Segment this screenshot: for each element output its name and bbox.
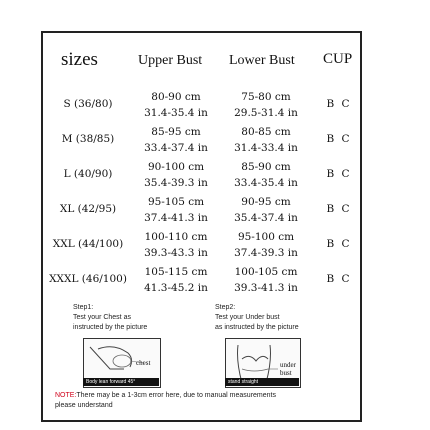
table-row xyxy=(43,89,360,123)
table-row xyxy=(43,124,360,158)
lower-bust-cm: 80-85 cm xyxy=(241,126,291,138)
upper-bust-cell xyxy=(131,194,221,226)
lower-bust-cm: 85-90 cm xyxy=(241,161,291,173)
cup-value: B C xyxy=(326,273,352,285)
header-sizes: sizes xyxy=(61,49,98,70)
note-text1: There may be a 1-3cm error here, due to manual measurements xyxy=(76,392,276,399)
upper-bust-cell xyxy=(131,264,221,296)
size-label: XL (42/95) xyxy=(59,203,117,215)
note-text2: please understand xyxy=(55,402,113,409)
upper-bust-in: 39.3-43.3 in xyxy=(144,247,208,259)
cup-value: B C xyxy=(326,203,352,215)
lower-bust-cm: 95-100 cm xyxy=(237,231,295,243)
table-row xyxy=(43,194,360,228)
upper-bust-cm: 80-90 cm xyxy=(151,91,201,103)
lower-bust-in: 33.4-35.4 in xyxy=(234,177,298,189)
step2-caption-bar: stand straight xyxy=(225,378,299,386)
upper-bust-cell xyxy=(131,124,221,156)
header-lower-bust: Lower Bust xyxy=(229,53,295,68)
underbust-tag xyxy=(280,361,296,377)
size-label: XXXL (46/100) xyxy=(49,273,127,285)
lower-bust-cm: 100-105 cm xyxy=(234,266,298,278)
upper-bust-cm: 90-100 cm xyxy=(147,161,205,173)
lower-bust-cell xyxy=(221,229,311,261)
upper-bust-cm: 105-115 cm xyxy=(144,266,208,278)
table-row xyxy=(43,264,360,298)
header-upper-bust: Upper Bust xyxy=(138,53,203,68)
size-label: M (38/85) xyxy=(61,133,115,145)
upper-bust-in: 31.4-35.4 in xyxy=(144,107,208,119)
cup-value: B C xyxy=(326,98,352,110)
step1-line1: Test your Chest as xyxy=(73,314,131,321)
step1-title: Step1: xyxy=(73,304,94,311)
size-chart-frame xyxy=(41,31,362,422)
size-label: S (36/80) xyxy=(63,98,113,110)
table-row xyxy=(43,159,360,193)
size-label: XXL (44/100) xyxy=(52,238,124,250)
underbust-tag-line2: bust xyxy=(280,369,292,377)
lower-bust-in: 37.4-39.3 in xyxy=(234,247,298,259)
upper-bust-in: 33.4-37.4 in xyxy=(144,142,208,154)
lower-bust-cell xyxy=(221,124,311,156)
step1-line2: instructed by the picture xyxy=(73,324,148,331)
size-label: L (40/90) xyxy=(63,168,113,180)
lower-bust-cm: 75-80 cm xyxy=(241,91,291,103)
lower-bust-cm: 90-95 cm xyxy=(241,196,291,208)
lower-bust-cell xyxy=(221,194,311,226)
step2-line1: Test your Under bust xyxy=(215,314,280,321)
upper-bust-in: 37.4-41.3 in xyxy=(144,212,208,224)
measurement-note xyxy=(55,391,355,411)
lower-bust-in: 31.4-33.4 in xyxy=(234,142,298,154)
step2-title: Step2: xyxy=(215,304,236,311)
upper-bust-cm: 95-105 cm xyxy=(147,196,205,208)
step2-line2: as instructed by the picture xyxy=(215,324,299,331)
upper-bust-cell xyxy=(131,89,221,121)
table-row xyxy=(43,229,360,263)
underbust-tag-line1: under xyxy=(280,361,296,369)
cup-value: B C xyxy=(326,168,352,180)
chest-tag: chest xyxy=(136,359,151,367)
note-label: NOTE: xyxy=(55,392,77,399)
lower-bust-cell xyxy=(221,159,311,191)
header-cup: CUP xyxy=(323,51,353,67)
lower-bust-cell xyxy=(221,264,311,296)
upper-bust-cm: 100-110 cm xyxy=(144,231,208,243)
upper-bust-in: 41.3-45.2 in xyxy=(144,282,208,294)
lower-bust-in: 29.5-31.4 in xyxy=(234,107,298,119)
upper-bust-cm: 85-95 cm xyxy=(151,126,201,138)
step1-caption-bar: Body lean forward 45° xyxy=(83,378,159,386)
upper-bust-cell xyxy=(131,159,221,191)
upper-bust-cell xyxy=(131,229,221,261)
lower-bust-in: 39.3-41.3 in xyxy=(234,282,298,294)
cup-value: B C xyxy=(326,238,352,250)
lower-bust-cell xyxy=(221,89,311,121)
upper-bust-in: 35.4-39.3 in xyxy=(144,177,208,189)
lower-bust-in: 35.4-37.4 in xyxy=(234,212,298,224)
cup-value: B C xyxy=(326,133,352,145)
step2-instructions xyxy=(215,303,299,333)
step1-instructions xyxy=(73,303,147,333)
